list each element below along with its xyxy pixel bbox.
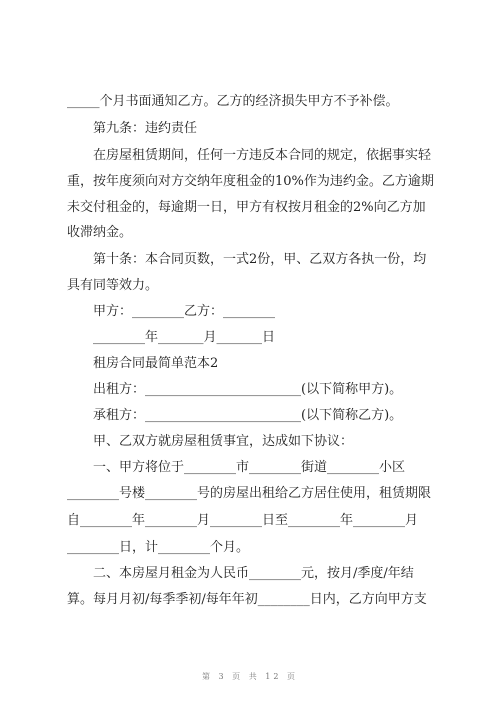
text-line: 第十条：本合同页数，一式2份，甲、乙双方各执一份，均 [93,252,427,267]
text-line: 重，按年度须向对方交纳年度租金的10%作为违约金。乙方逾期 [67,174,434,189]
page-number-footer: 第 3 页 共 12 页 [202,672,298,681]
text-line: 自________年________月________日至________年________月 [67,513,419,528]
text-line: 甲、乙双方就房屋租赁事宜，达成如下协议： [93,434,354,449]
text-line: 收滞纳金。 [67,225,133,240]
date-line: ________年_______月_______日 [93,330,276,345]
lessor-line: 出租方：________________________(以下简称甲方)。 [93,382,403,397]
text-line: 算。每月月初/每季季初/每年年初________日内，乙方向甲方支 [67,592,427,607]
signature-line: 甲方：________乙方：________ [93,304,276,319]
text-line: 未交付租金的，每逾期一日，甲方有权按月租金的2%向乙方加 [67,200,426,215]
text-line: 具有同等效力。 [67,278,159,293]
text-line: ________日，计________个月。 [67,540,250,555]
lessee-line: 承租方：________________________(以下简称乙方)。 [93,408,403,423]
text-line: ________号楼________号的房屋出租给乙方居住使用，租赁期限 [67,486,432,501]
text-line: 二、本房屋月租金为人民币________元，按月/季度/年结 [93,566,414,581]
text-line: 在房屋租赁期间，任何一方违反本合同的规定，依据事实轻 [93,148,432,163]
text-line: 一、甲方将位于________市________街道________小区 [93,460,406,475]
text-line: _____个月书面通知乙方。乙方的经济损失甲方不予补偿。 [67,94,399,109]
section-title: 租房合同最简单范本2 [93,356,219,371]
section-heading: 第九条：违约责任 [93,121,198,136]
